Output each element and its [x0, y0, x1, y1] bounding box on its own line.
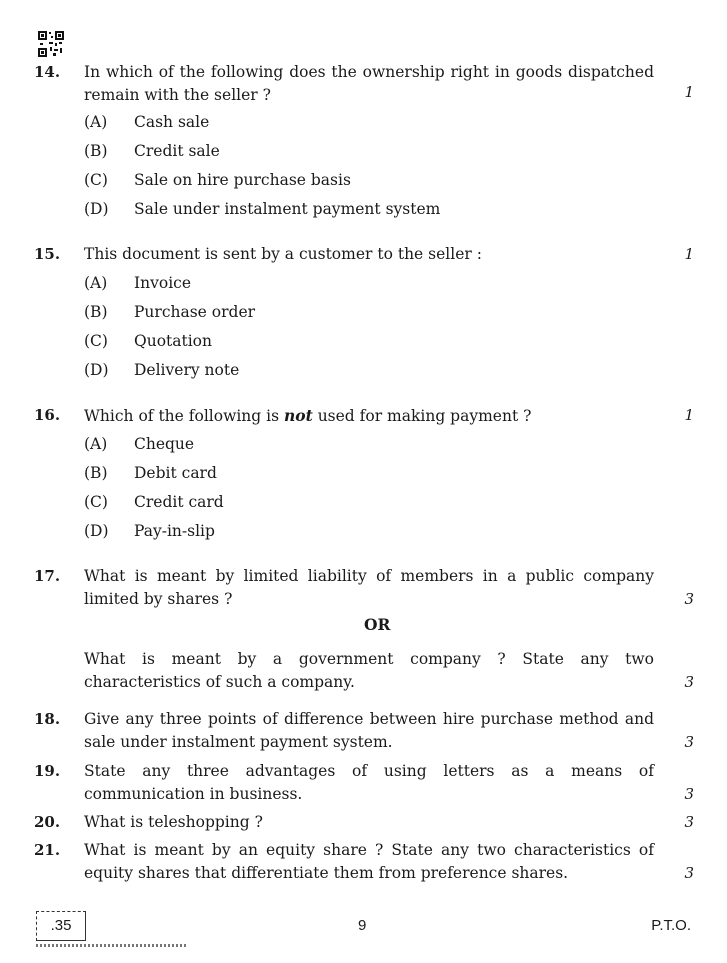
- question-marks: 3: [684, 590, 694, 608]
- question-number: 18.: [34, 710, 61, 728]
- question-14: [34, 63, 694, 223]
- page-number: 9: [358, 917, 367, 934]
- question-17: [34, 567, 694, 697]
- option-c: (C) Sale on hire purchase basis: [84, 171, 351, 189]
- option-b: (B) Purchase order: [84, 303, 256, 321]
- question-number: 17.: [34, 567, 61, 585]
- question-marks: 1: [684, 83, 694, 101]
- alternative-question-marks: 3: [684, 673, 694, 691]
- question-text: What is meant by limited liability of members in a public company limited by shares ?: [84, 567, 654, 608]
- footer-fine-print: [36, 944, 186, 947]
- question-number: 15.: [34, 245, 61, 263]
- question-16: [34, 406, 694, 546]
- question-text: What is meant by an equity share ? State any two characteristics of equity shares that differentiate them from preference shares.: [84, 841, 654, 882]
- option-b: (B) Debit card: [84, 464, 217, 482]
- option-d: (D) Sale under instalment payment system: [84, 200, 441, 218]
- option-d: (D) Delivery note: [84, 361, 240, 379]
- question-marks: 1: [684, 406, 694, 424]
- or-separator: OR: [364, 615, 391, 634]
- question-text: Give any three points of difference between hire purchase method and sale under instalment payment system.: [84, 710, 654, 751]
- question-text: State any three advantages of using letters as a means of communication in business.: [84, 762, 654, 803]
- question-number: 20.: [34, 813, 61, 831]
- option-a: (A) Cheque: [84, 435, 195, 453]
- alternative-question-text: What is meant by a government company ? State any two characteristics of such a company.: [84, 650, 654, 691]
- question-text: In which of the following does the ownership right in goods dispatched remain with the seller ?: [84, 63, 654, 104]
- question-20: [34, 813, 694, 837]
- emphasis-not: not: [283, 406, 313, 425]
- question-marks: 3: [684, 733, 694, 751]
- question-marks: 3: [684, 864, 694, 882]
- question-21: [34, 841, 694, 889]
- question-marks: 1: [684, 245, 694, 263]
- question-text: This document is sent by a customer to the seller :: [84, 245, 482, 263]
- question-number: 19.: [34, 762, 61, 780]
- option-b: (B) Credit sale: [84, 142, 220, 160]
- question-marks: 3: [684, 785, 694, 803]
- question-text: Which of the following is not used for making payment ?: [84, 406, 532, 425]
- question-marks: 3: [684, 813, 694, 831]
- option-d: (D) Pay-in-slip: [84, 522, 215, 540]
- option-a: (A) Invoice: [84, 274, 192, 292]
- option-a: (A) Cash sale: [84, 113, 210, 131]
- question-15: [34, 245, 694, 385]
- option-c: (C) Quotation: [84, 332, 212, 350]
- question-number: 14.: [34, 63, 61, 81]
- pto-label: P.T.O.: [651, 917, 691, 934]
- question-19: [34, 762, 694, 810]
- question-text: What is teleshopping ?: [84, 813, 263, 831]
- option-c: (C) Credit card: [84, 493, 224, 511]
- paper-code-box: .35: [36, 911, 86, 941]
- question-number: 16.: [34, 406, 61, 424]
- question-number: 21.: [34, 841, 61, 859]
- question-18: [34, 710, 694, 758]
- qr-code-icon: [38, 31, 64, 57]
